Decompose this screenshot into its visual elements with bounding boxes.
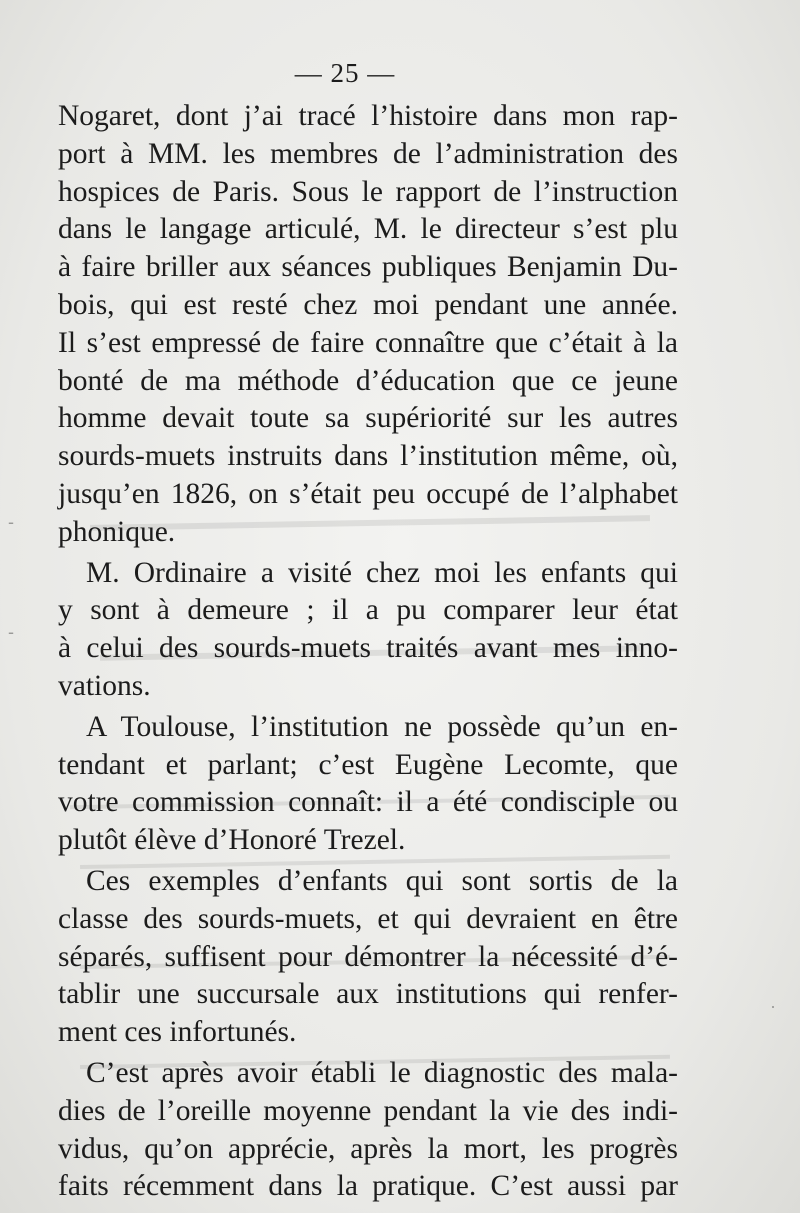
text-line: Ces exemples d’enfants qui sont sortis de la: [86, 864, 678, 897]
text-line: faits récemment dans la pratique. C’est aussi par: [58, 1170, 678, 1203]
text-line: C’est après avoir établi le diagnostic des mala-: [86, 1056, 678, 1089]
text-line: à celui des sourds-muets traités avant mes inno-: [58, 632, 678, 665]
text-line: classe des sourds-muets, et qui devraient en être: [58, 902, 678, 935]
text-line: tendant et parlant; c’est Eugène Lecomte, que: [58, 748, 678, 781]
margin-mark: -: [8, 622, 14, 642]
text-line: plutôt élève d’Honoré Trezel.: [58, 824, 406, 857]
text-line: votre commission connaît: il a été condisciple ou: [58, 786, 678, 819]
text-line: Il s’est empressé de faire connaître que c’était à la: [58, 326, 678, 359]
text-line: dies de l’oreille moyenne pendant la vie des indi-: [58, 1094, 678, 1127]
text-line: homme devait toute sa supériorité sur les autres: [58, 402, 678, 435]
text-line: bois, qui est resté chez moi pendant une année.: [58, 288, 678, 321]
text-line: à faire briller aux séances publiques Benjamin Du-: [58, 251, 678, 284]
text-line: hospices de Paris. Sous le rapport de l’instruction: [58, 175, 678, 208]
text-line: vations.: [58, 669, 151, 702]
text-line: jusqu’en 1826, on s’était peu occupé de l’alphabet: [58, 477, 678, 510]
text-line: phonique.: [58, 515, 176, 548]
margin-mark: -: [8, 512, 14, 532]
text-line: ment ces infortunés.: [58, 1016, 297, 1049]
text-line: M. Ordinaire a visité chez moi les enfants qui: [86, 556, 678, 589]
text-line: Nogaret, dont j’ai tracé l’histoire dans mon rap-: [58, 100, 678, 132]
text-line: tablir une succursale aux institutions qui renfer-: [58, 978, 678, 1011]
page-number: — 25 —: [294, 58, 396, 88]
text-line: séparés, suffisent pour démontrer la nécessité d’é-: [58, 940, 678, 973]
text-line: sourds-muets instruits dans l’institution même, où,: [58, 440, 678, 473]
text-line: A Toulouse, l’institution ne possède qu’un en-: [86, 710, 678, 743]
margin-mark: ·: [770, 996, 776, 1016]
text-line: dans le langage articulé, M. le directeur s’est plu: [58, 213, 678, 246]
body-text: [58, 98, 678, 1206]
text-line: y sont à demeure ; il a pu comparer leur état: [58, 594, 678, 627]
text-line: vidus, qu’on apprécie, après la mort, les progrès: [58, 1132, 678, 1165]
text-line: bonté de ma méthode d’éducation que ce jeune: [58, 364, 678, 397]
text-line: port à MM. les membres de l’administration des: [58, 137, 678, 170]
